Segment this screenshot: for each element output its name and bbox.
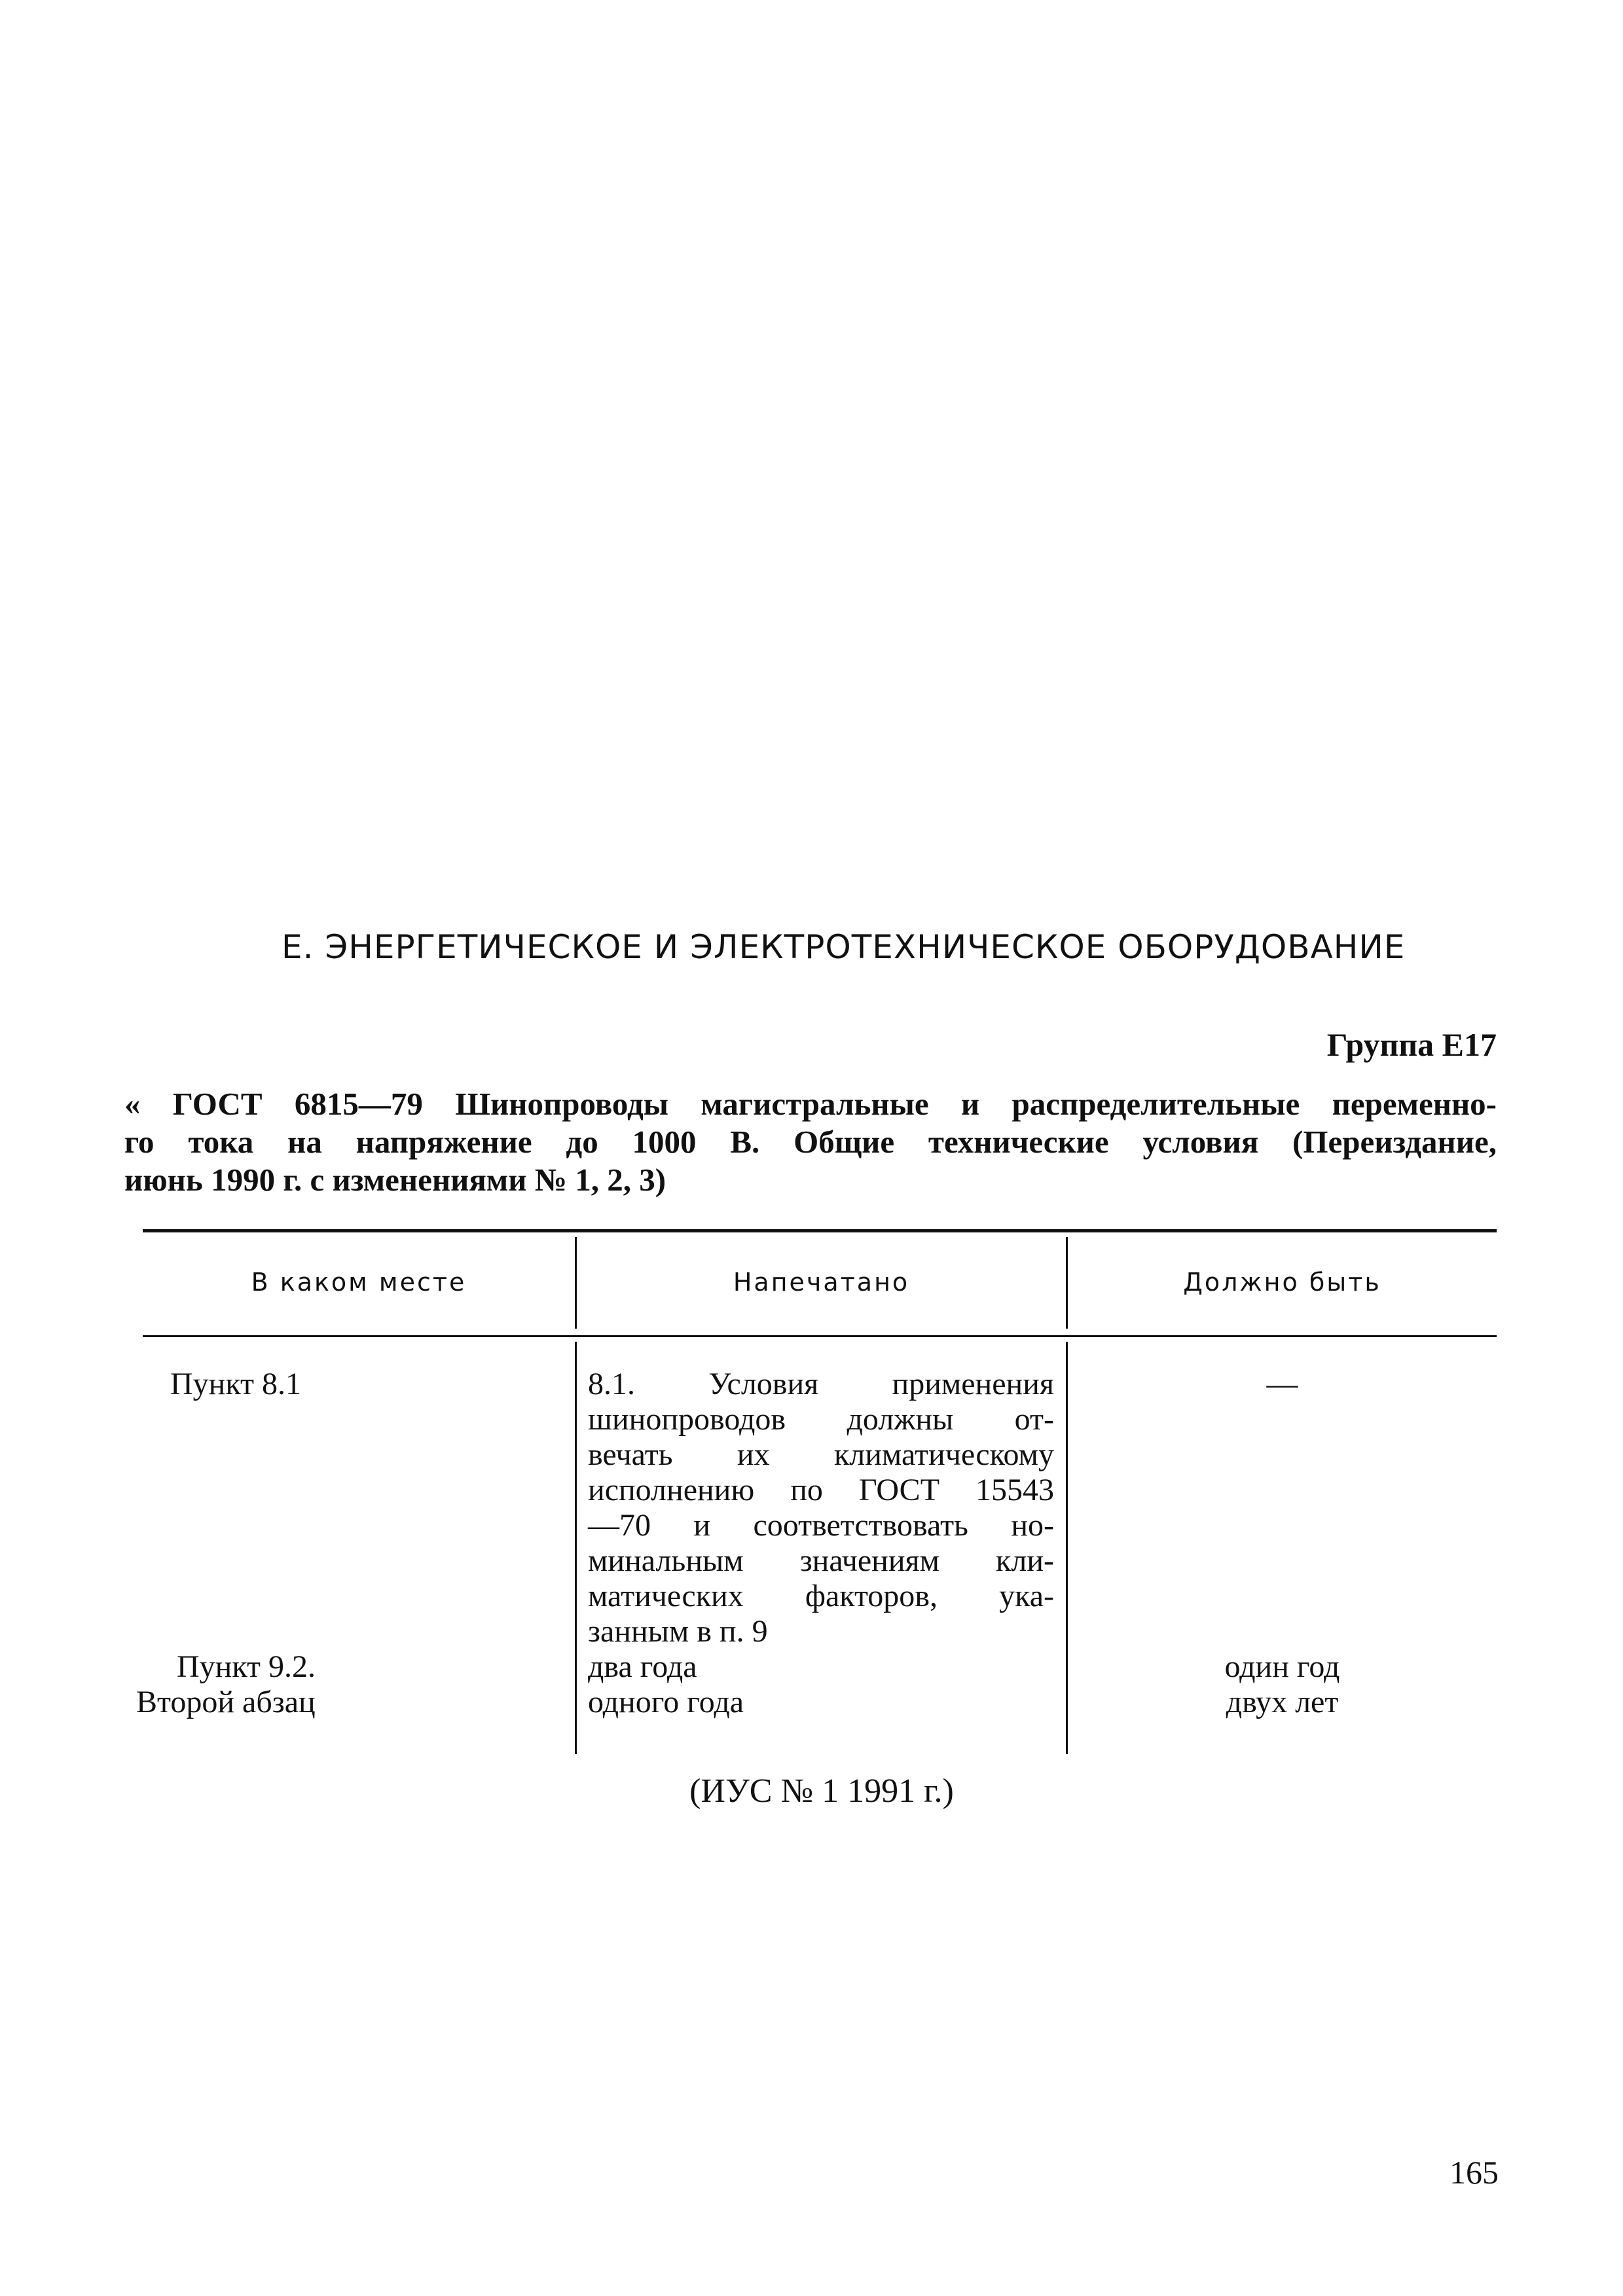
row2-should-be-line: один год	[1224, 1649, 1340, 1684]
row2-place-line-2: Второй абзац	[136, 1685, 316, 1719]
table-header-rule	[143, 1335, 1497, 1337]
row1-printed-line: —70 и соответствовать но-	[588, 1508, 1054, 1543]
row2-printed	[588, 1649, 1054, 1720]
row1-printed-line: исполнению по ГОСТ 15543	[588, 1473, 1054, 1507]
row1-should-be: —	[1266, 1367, 1298, 1401]
gost-title	[124, 1085, 1497, 1199]
row2-should-be-line: двух лет	[1226, 1685, 1339, 1719]
header-place: В каком месте	[251, 1268, 467, 1297]
row1-printed-line: шинопроводов должны от-	[588, 1402, 1054, 1437]
row1-printed-line: занным в п. 9	[588, 1614, 768, 1649]
section-title: Е. ЭНЕРГЕТИЧЕСКОЕ И ЭЛЕКТРОТЕХНИЧЕСКОЕ ОБОРУДОВАНИЕ	[282, 928, 1406, 966]
reference-note: (ИУС № 1 1991 г.)	[689, 1772, 954, 1810]
row1-printed	[588, 1367, 1054, 1649]
row1-printed-line: 8.1. Условия применения	[588, 1367, 1054, 1401]
row2-should-be	[1068, 1649, 1497, 1720]
row1-printed-line: матических факторов, ука-	[588, 1579, 1054, 1613]
row1-printed-line: вечать их климатическому	[588, 1437, 1054, 1472]
column-divider-1	[575, 1342, 577, 1754]
group-label: Группа Е17	[1326, 1026, 1497, 1063]
table-top-rule	[143, 1229, 1497, 1232]
gost-title-line-2: го тока на напряжение до 1000 В. Общие технические условия (Переиздание,	[124, 1124, 1497, 1160]
gost-title-line-3: июнь 1990 г. с изменениями № 1, 2, 3)	[124, 1162, 666, 1198]
header-printed: Напечатано	[733, 1268, 910, 1297]
row1-printed-line: минальным значениям кли-	[588, 1543, 1054, 1578]
row2-place-line-1: Пункт 9.2.	[177, 1649, 316, 1684]
gost-title-line-1: « ГОСТ 6815—79 Шинопроводы магистральные и распределительные переменно-	[124, 1086, 1497, 1122]
header-should-be: Должно быть	[1183, 1268, 1381, 1297]
gost-mark: «	[124, 1086, 141, 1122]
row2-printed-line: одного года	[588, 1685, 744, 1719]
page-number: 165	[1450, 2154, 1499, 2191]
row1-place: Пункт 8.1	[170, 1367, 302, 1401]
row2-printed-line: два года	[588, 1649, 697, 1684]
